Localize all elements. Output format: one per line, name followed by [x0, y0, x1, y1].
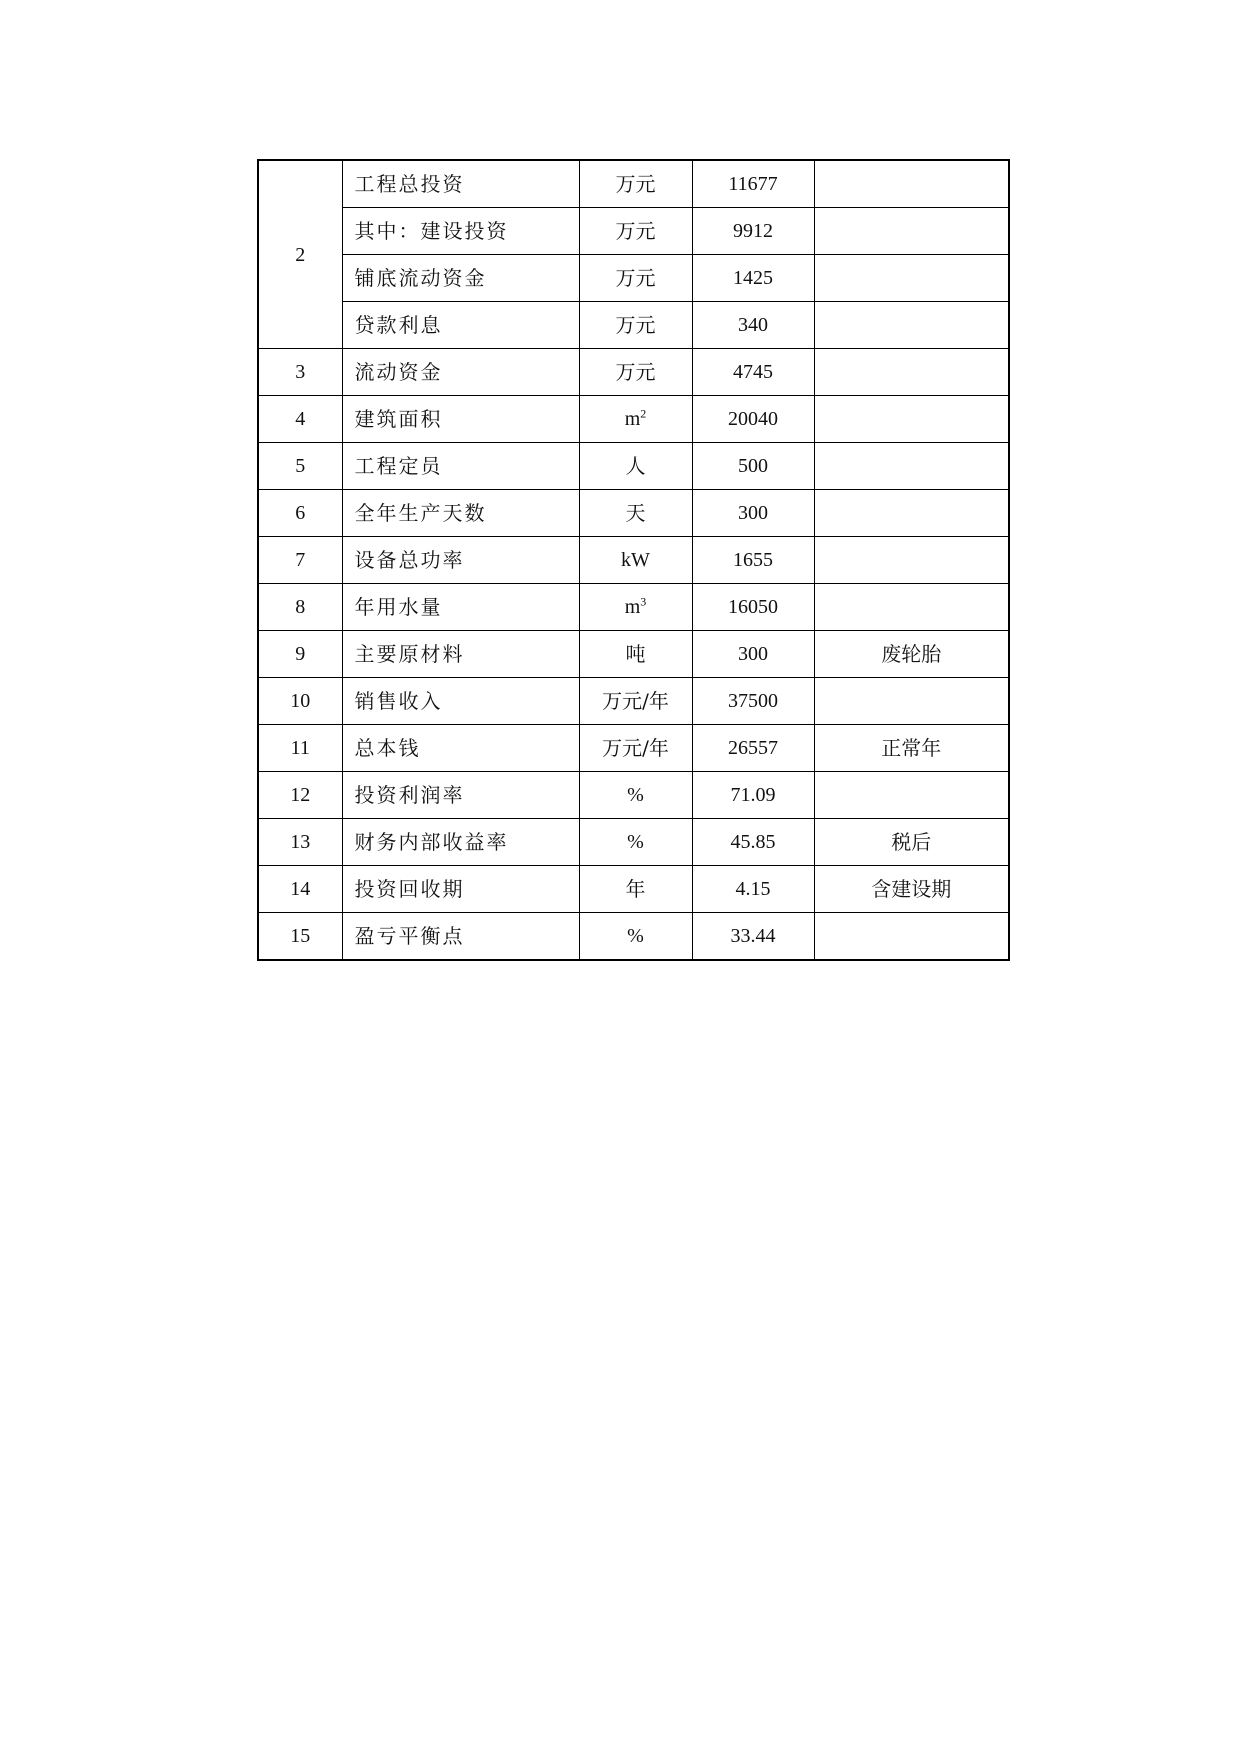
row-number: 6: [258, 490, 342, 537]
unit: 万元: [579, 302, 692, 349]
table-row: [258, 866, 1009, 913]
note: [814, 255, 1009, 302]
row-number: 14: [258, 866, 342, 913]
table-row: [258, 208, 1009, 255]
table-row: [258, 443, 1009, 490]
value: 71.09: [692, 772, 814, 819]
item-name: 工程定员: [342, 443, 579, 490]
item-name: 工程总投资: [342, 160, 579, 208]
table-row: [258, 349, 1009, 396]
unit: 人: [579, 443, 692, 490]
table-row: [258, 490, 1009, 537]
note: [814, 537, 1009, 584]
item-name: 全年生产天数: [342, 490, 579, 537]
item-name: 年用水量: [342, 584, 579, 631]
value: 1655: [692, 537, 814, 584]
unit: 万元/年: [579, 725, 692, 772]
note: [814, 302, 1009, 349]
item-name: 主要原材料: [342, 631, 579, 678]
row-number: 11: [258, 725, 342, 772]
unit: %: [579, 772, 692, 819]
row-number: 13: [258, 819, 342, 866]
note: [814, 349, 1009, 396]
unit: 万元/年: [579, 678, 692, 725]
note: 废轮胎: [814, 631, 1009, 678]
note: [814, 208, 1009, 255]
table-row: [258, 396, 1009, 443]
item-name: 盈亏平衡点: [342, 913, 579, 961]
table-row: [258, 160, 1009, 208]
unit: %: [579, 913, 692, 961]
unit: 万元: [579, 349, 692, 396]
item-name: 铺底流动资金: [342, 255, 579, 302]
item-name: 投资回收期: [342, 866, 579, 913]
value: 20040: [692, 396, 814, 443]
note: [814, 913, 1009, 961]
item-name: 流动资金: [342, 349, 579, 396]
value: 37500: [692, 678, 814, 725]
unit: 吨: [579, 631, 692, 678]
value: 45.85: [692, 819, 814, 866]
value: 4.15: [692, 866, 814, 913]
table-row: [258, 678, 1009, 725]
note: [814, 772, 1009, 819]
unit: [579, 584, 692, 631]
row-number: 9: [258, 631, 342, 678]
unit-exponent: 3: [640, 594, 647, 609]
row-number: 3: [258, 349, 342, 396]
item-name: 其中：建设投资: [342, 208, 579, 255]
unit-exponent: 2: [640, 406, 647, 421]
value: 300: [692, 490, 814, 537]
value: 33.44: [692, 913, 814, 961]
note: [814, 443, 1009, 490]
table-row: [258, 725, 1009, 772]
value: 1425: [692, 255, 814, 302]
table-row: [258, 772, 1009, 819]
table-row: [258, 255, 1009, 302]
item-name: 建筑面积: [342, 396, 579, 443]
item-name: 财务内部收益率: [342, 819, 579, 866]
row-number: 12: [258, 772, 342, 819]
table-row: [258, 584, 1009, 631]
unit-base: m: [624, 596, 641, 618]
row-number: 7: [258, 537, 342, 584]
row-number: 8: [258, 584, 342, 631]
value: 4745: [692, 349, 814, 396]
note: 正常年: [814, 725, 1009, 772]
table-row: [258, 631, 1009, 678]
table-row: [258, 819, 1009, 866]
value: 16050: [692, 584, 814, 631]
row-number: 5: [258, 443, 342, 490]
unit: [579, 396, 692, 443]
unit: 天: [579, 490, 692, 537]
note: 含建设期: [814, 866, 1009, 913]
note: 税后: [814, 819, 1009, 866]
row-number: 15: [258, 913, 342, 961]
note: [814, 160, 1009, 208]
note: [814, 490, 1009, 537]
value: 340: [692, 302, 814, 349]
note: [814, 584, 1009, 631]
value: 9912: [692, 208, 814, 255]
item-name: 总本钱: [342, 725, 579, 772]
table-row: [258, 302, 1009, 349]
unit: 万元: [579, 208, 692, 255]
item-name: 投资利润率: [342, 772, 579, 819]
unit-base: m: [624, 408, 641, 430]
unit: %: [579, 819, 692, 866]
unit: 万元: [579, 160, 692, 208]
row-number: 4: [258, 396, 342, 443]
technical-economic-indicators-table: [257, 159, 1010, 961]
unit: kW: [579, 537, 692, 584]
unit: 年: [579, 866, 692, 913]
value: 11677: [692, 160, 814, 208]
unit: 万元: [579, 255, 692, 302]
value: 500: [692, 443, 814, 490]
row-number: 10: [258, 678, 342, 725]
note: [814, 396, 1009, 443]
item-name: 贷款利息: [342, 302, 579, 349]
value: 26557: [692, 725, 814, 772]
table-row: [258, 537, 1009, 584]
note: [814, 678, 1009, 725]
value: 300: [692, 631, 814, 678]
item-name: 销售收入: [342, 678, 579, 725]
item-name: 设备总功率: [342, 537, 579, 584]
row-number: 2: [258, 160, 342, 349]
table-row: [258, 913, 1009, 961]
